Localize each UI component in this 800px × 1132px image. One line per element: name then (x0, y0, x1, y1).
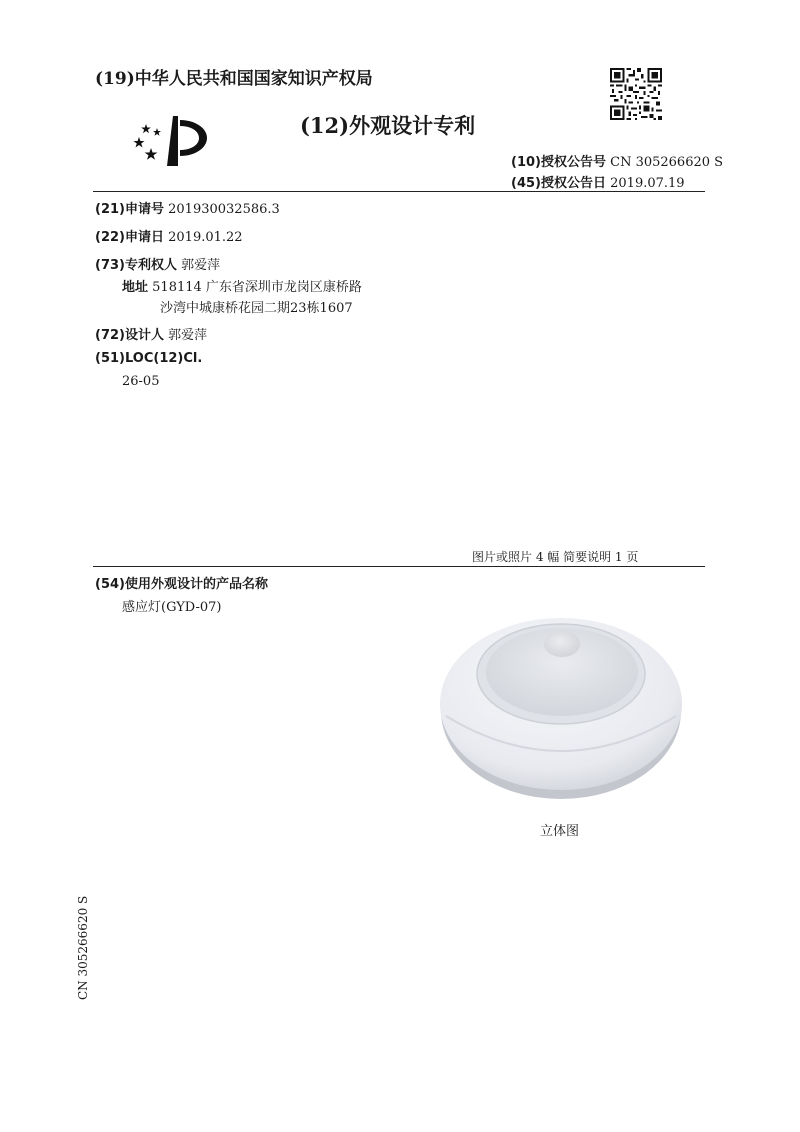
designer (95, 324, 207, 343)
view-caption: 立体图 (540, 824, 580, 839)
designer-value: 郭爱萍 (168, 328, 208, 343)
lamp-perspective-photo (438, 596, 684, 806)
patentee (95, 254, 220, 273)
address-line-2: 沙湾中城康桥花园二期23栋1607 (160, 301, 353, 316)
patentee-value: 郭爱萍 (181, 258, 221, 273)
product-name: 感应灯(GYD-07) (122, 600, 222, 615)
document-type: (12)外观设计专利 (300, 113, 476, 138)
application-number-value: 201930032586.3 (168, 202, 280, 217)
filing-date-label: (22)申请日 (95, 230, 164, 245)
application-number (95, 198, 280, 217)
grant-number-label: (10)授权公告号 (511, 155, 606, 170)
grant-date-value: 2019.07.19 (610, 176, 685, 191)
cnipa-logo-icon (133, 110, 209, 170)
address-value-1: 518114 广东省深圳市龙岗区康桥路 (152, 280, 362, 295)
header-divider (93, 191, 705, 192)
office-name: (19)中华人民共和国国家知识产权局 (95, 69, 373, 89)
product-name-label (95, 573, 268, 592)
address-label: 地址 (122, 280, 149, 295)
grant-date-label: (45)授权公告日 (511, 176, 606, 191)
grant-number (511, 151, 723, 170)
grant-date (511, 172, 685, 191)
product-name-label-text: (54)使用外观设计的产品名称 (95, 577, 268, 592)
side-publication-number: CN 305266620 S (76, 895, 90, 1000)
loc-classification-value: 26-05 (122, 374, 160, 389)
filing-date (95, 226, 243, 245)
grant-number-value: CN 305266620 S (610, 155, 724, 170)
loc-label-text: (51)LOC(12)Cl. (95, 351, 203, 366)
loc-classification-label (95, 351, 202, 366)
qr-code-icon (610, 68, 662, 120)
application-number-label: (21)申请号 (95, 202, 164, 217)
patentee-label: (73)专利权人 (95, 258, 177, 273)
designer-label: (72)设计人 (95, 328, 164, 343)
address-line-1 (122, 276, 362, 295)
picture-count: 图片或照片 4 幅 简要说明 1 页 (472, 550, 639, 564)
filing-date-value: 2019.01.22 (168, 230, 243, 245)
section-divider (93, 566, 705, 567)
